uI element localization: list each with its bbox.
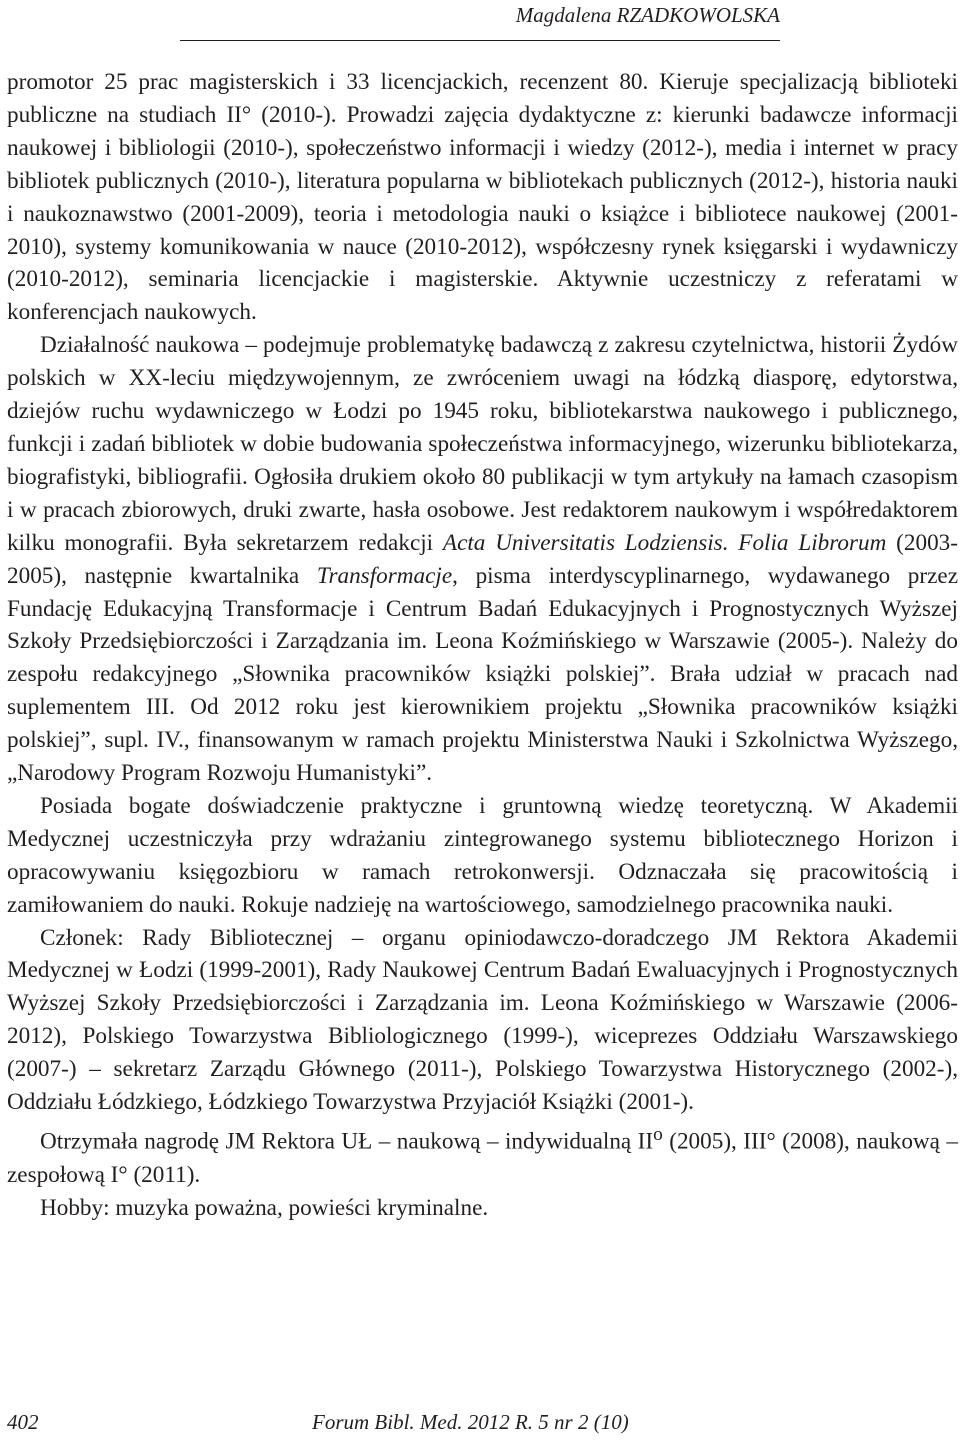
paragraph-memberships [7,922,958,1119]
text-run: Członek: Rady Bibliotecznej – organu opiniodawczo-doradczego JM Rektora Akademii Medycznej w Łodzi (1999-2001), Rady Naukowej Centrum Badań Ewaluacyjnych i Prognostycznych Wyższej Szkoły Przedsiębiorczości i Zarządzania im. Leona Koźmińskiego w Warszawie (2006-2012), Polskiego Towarzystwa Bibliologicznego (1999-), wiceprezes Oddziału Warszawskiego (2007-) – sekretarz Zarządu Głównego (2011-), Polskiego Towarzystwa Historycznego (2002-), Oddziału Łódzkiego, Łódzkiego Towarzystwa Przyjaciół Książki (2001-). [7,924,958,1116]
page-footer [7,1407,667,1437]
journal-reference: Forum Bibl. Med. 2012 R. 5 nr 2 (10) [312,1410,629,1434]
paragraph-teaching [7,66,958,329]
header-author: Magdalena RZADKOWOLSKA [515,3,780,27]
paragraph-awards [7,1119,958,1192]
italic-title: Transformacje [316,562,453,589]
body-text [7,66,958,1224]
text-run: (2003-2005), następnie kwartalnika [7,529,958,589]
paragraph-experience [7,790,958,922]
text-run: Działalność naukowa – podejmuje problematykę badawczą z zakresu czytelnictwa, historii Żydów polskich w XX-leciu międzywojennym, ze zwróceniem uwagi na łódzką diasporę, edytorstwa, dziejów ruchu wydawniczego w Łodzi po 1945 roku, bibliotekarstwa naukowego i publicznego, funkcji i zadań bibliotek w dobie budowania społeczeństwa informacyjnego, wizerunku bibliotekarza, biografistyki, bibliografii. Ogłosiła drukiem około 80 publikacji w tym artykuły na łamach czasopism i w pracach zbiorowych, druki zwarte, hasła osobowe. Jest redaktorem naukowym i współredaktorem kilku monografii. Była sekretarzem redakcji [7,332,958,556]
running-header [180,0,780,41]
text-run: Hobby: muzyka poważna, powieści kryminalne. [40,1194,489,1221]
page-number: 402 [7,1410,39,1434]
text-run: Posiada bogate doświadczenie praktyczne i gruntowną wiedzę teoretyczną. W Akademii Medycznej uczestniczyła przy wdrażaniu zintegrowanego systemu bibliotecznego Horizon i opracowywaniu księgozbioru w ramach retrokonwersji. Odznaczała się pracowitością i zamiłowaniem do nauki. Rokuje nadzieję na wartościowego, samodzielnego pracownika nauki. [7,792,958,918]
superscript: o [653,1124,663,1145]
text-run: Otrzymała nagrodę JM Rektora UŁ – naukową – indywidualną II [40,1128,654,1155]
italic-title: Acta Universitatis Lodziensis. Folia Librorum [442,529,887,556]
text-run: , pisma interdyscyplinarnego, wydawanego przez Fundację Edukacyjną Transformacje i Centrum Badań Edukacyjnych i Prognostycznych Wyższej Szkoły Przedsiębiorczości i Zarządzania im. Leona Koźmińskiego w Warszawie (2005-). Należy do zespołu redakcyjnego „Słownika pracowników książki polskiej”. Brała udział w pracach nad suplementem III. Od 2012 roku jest kierownikiem projektu „Słownika pracowników książki polskiej”, supl. IV., finansowanym w ramach projektu Ministerstwa Nauki i Szkolnictwa Wyższego, „Narodowy Program Rozwoju Humanistyki”. [7,562,958,787]
paragraph-research [7,329,958,790]
text-run: (2005), III° (2008), naukową – zespołową I° (2011). [7,1128,959,1188]
text-run: promotor 25 prac magisterskich i 33 licencjackich, recenzent 80. Kieruje specjalizacją biblioteki publiczne na studiach II° (2010-). Prowadzi zajęcia dydaktyczne z: kierunki badawcze informacji naukowej i bibliologii (2010-), społeczeństwo informacji i wiedzy (2012-), media i internet w pracy bibliotek publicznych (2010-), literatura popularna w bibliotekach publicznych (2012-), historia nauki i naukoznawstwo (2001-2009), teoria i metodologia nauki o książce i bibliotece naukowej (2001-2010), systemy komunikowania w nauce (2010-2012), współczesny rynek księgarski i wydawniczy (2010-2012), seminaria licencjackie i magisterskie. Aktywnie uczestniczy z referatami w konferencjach naukowych. [7,69,958,326]
paragraph-hobby [7,1192,958,1225]
